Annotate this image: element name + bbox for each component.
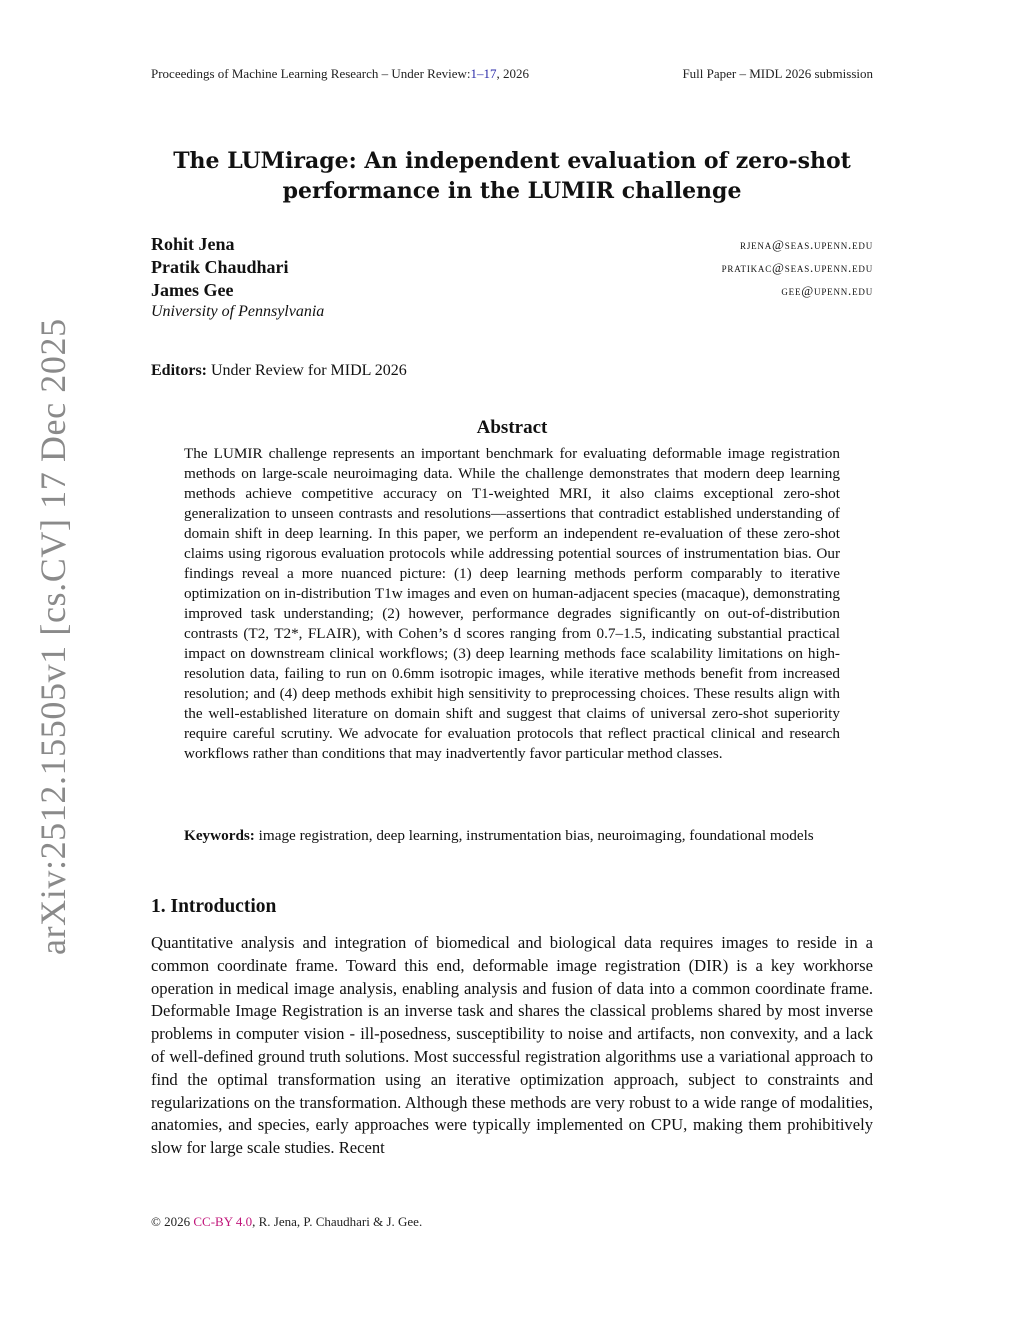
- author-email[interactable]: pratikac@seas.upenn.edu: [721, 260, 873, 275]
- header-submission-type: Full Paper – MIDL 2026 submission: [682, 66, 873, 81]
- header-proceedings-text: Proceedings of Machine Learning Research – Under Review:: [151, 66, 471, 81]
- author-name: Rohit Jena: [151, 234, 235, 254]
- arxiv-identifier-stamp: arXiv:2512.15505v1 [cs.CV] 17 Dec 2025: [33, 318, 73, 955]
- author-row: [151, 257, 873, 280]
- paper-title: The LUMirage: An independent evaluation of zero-shot performance in the LUMIR challenge: [173, 148, 851, 204]
- footer-authors: , R. Jena, P. Chaudhari & J. Gee.: [252, 1214, 423, 1229]
- editors-value: Under Review for MIDL 2026: [207, 362, 407, 379]
- abstract-text: The LUMIR challenge represents an important benchmark for evaluating deformable image registration methods on large-scale neuroimaging data. While the challenge demonstrates that modern deep learning methods achieve competitive accuracy on T1-weighted MRI, it also claims exceptional zero-shot generalization to unseen contrasts and resolutions—assertions that contradict established understanding of domain shift in deep learning. In this paper, we perform an independent re-evaluation of these zero-shot claims using rigorous evaluation protocols while addressing potential sources of instrumentation bias. Our findings reveal a more nuanced picture: (1) deep learning methods perform comparably to iterative optimization on in-distribution T1w images and even on human-adjacent species (macaque), demonstrating improved task understanding; (2) however, performance degrades significantly on out-of-distribution contrasts (T2, T2*, FLAIR), with Cohen’s d scores ranging from 0.7–1.5, indicating substantial practical impact on downstream clinical workflows; (3) deep learning methods face scalability limitations on high-resolution data, failing to run on 0.6mm isotropic images, while iterative methods benefit from increased resolution; and (4) deep methods exhibit high sensitivity to preprocessing choices. These results align with the well-established literature on domain shift and suggest that claims of universal zero-shot superiority require careful scrutiny. We advocate for evaluation protocols that reflect practical clinical and research workflows rather than conditions that may inadvertently favor particular method classes.: [184, 445, 840, 762]
- author-name: James Gee: [151, 280, 234, 300]
- page-footer: [151, 1214, 422, 1230]
- header-year: , 2026: [496, 66, 529, 81]
- footer-copyright: © 2026: [151, 1214, 194, 1229]
- header-page-range-link[interactable]: 1–17: [470, 66, 497, 81]
- keywords-line: [184, 826, 840, 846]
- keywords-value: image registration, deep learning, instrumentation bias, neuroimaging, foundational models: [254, 827, 814, 844]
- author-name: Pratik Chaudhari: [151, 257, 289, 277]
- author-row: [151, 234, 873, 257]
- author-affiliation: University of Pennsylvania: [151, 303, 325, 320]
- editors-line: [151, 362, 407, 380]
- keywords-label: Keywords:: [184, 827, 255, 844]
- footer-license-link[interactable]: CC-BY 4.0: [193, 1214, 253, 1229]
- author-email[interactable]: rjena@seas.upenn.edu: [740, 237, 873, 252]
- introduction-paragraph: Quantitative analysis and integration of biomedical and biological data requires images to reside in a common coordinate frame. Toward this end, deformable image registration (DIR) is a key workhorse operation in medical image analysis, enabling analysis and fusion of data into a common coordinate frame. Deformable Image Registration is an inverse task and shares the classical problems shared by most inverse problems in computer vision - ill-posedness, susceptibility to noise and artifacts, non convexity, and a lack of well-defined ground truth solutions. Most successful registration algorithms use a variational approach to find the optimal transformation using an iterative optimization approach, subject to constraints and regularizations on the transformation. Although these methods are very robust to a wide range of modalities, anatomies, and species, early approaches were typically implemented on CPU, making them prohibitively slow for large scale studies. Recent: [151, 933, 873, 1158]
- abstract-heading: Abstract: [476, 417, 548, 438]
- editors-label: Editors:: [151, 362, 207, 379]
- author-email[interactable]: gee@upenn.edu: [781, 283, 873, 298]
- author-row: [151, 280, 873, 303]
- author-block: [151, 234, 873, 321]
- section-heading-introduction: 1. Introduction: [151, 896, 277, 917]
- header-proceedings: [151, 66, 529, 82]
